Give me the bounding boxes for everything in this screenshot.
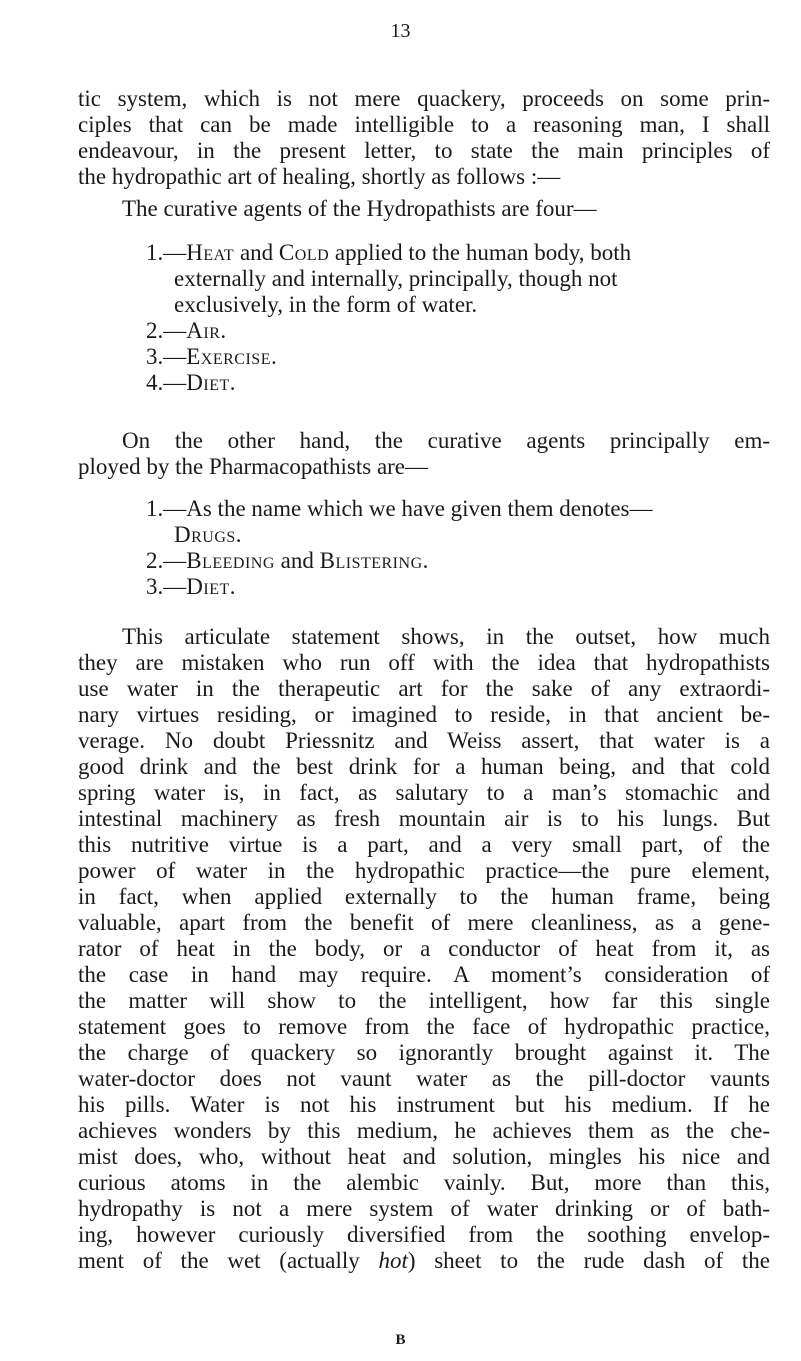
item-term: Diet. [186, 574, 236, 599]
text-line: verage. No doubt Priessnitz and Weiss assert, that water is a [78, 728, 770, 753]
item-number: 1.— [146, 240, 187, 265]
text-run: ment of the wet (actually [78, 1248, 379, 1273]
item-number: 4.— [146, 370, 187, 395]
list-item [146, 548, 770, 574]
item-term: Heat [186, 240, 235, 265]
text-line: intestinal machinery as fresh mountain air is to his lungs. But [78, 806, 770, 831]
text-line: On the other hand, the curative agents principally em- [122, 428, 770, 453]
item-text: As the name which we have given them denotes— [186, 496, 653, 521]
intro-paragraph [78, 86, 770, 190]
text-line: in fact, when applied externally to the human frame, being [78, 884, 770, 909]
page-number: 13 [390, 20, 411, 42]
item-number: 3.— [146, 574, 187, 599]
text-line: tic system, which is not mere quackery, proceeds on some prin- [78, 86, 770, 111]
list-item [146, 240, 770, 266]
text-line: they are mistaken who run off with the idea that hydropathists [78, 650, 770, 675]
text-line: water-doctor does not vaunt water as the pill-doctor vaunts [78, 1066, 770, 1091]
item-joiner: and [234, 240, 279, 265]
text-line: this nutritive virtue is a part, and a very small part, of the [78, 832, 770, 857]
text-line: valuable, apart from the benefit of mere cleanliness, as a gene- [78, 910, 770, 935]
text-line: statement goes to remove from the face of hydropathic practice, [78, 1014, 770, 1039]
text-line: ployed by the Pharmacopathists are— [78, 454, 429, 479]
pharma-heading [78, 428, 770, 480]
text-line: curious atoms in the alembic vainly. But, more than this, [78, 1170, 770, 1195]
item-term: Cold [278, 240, 330, 265]
text-run: ) sheet to the rude dash of the [407, 1248, 770, 1273]
text-line: nary virtues residing, or imagined to reside, in that ancient be- [78, 702, 770, 727]
text-line: ciples that can be made intelligible to a reasoning man, I shall [78, 112, 770, 137]
text-line: This articulate statement shows, in the outset, how much [122, 624, 770, 649]
text-line: achieves wonders by this medium, he achieves them as the che- [78, 1118, 770, 1143]
list-item [146, 370, 770, 396]
item-number: 2.— [146, 318, 187, 343]
emphasis: hot [378, 1248, 408, 1273]
list-item [146, 574, 770, 600]
item-text: applied to the human body, both [329, 240, 632, 265]
item-term: Exercise. [186, 344, 278, 369]
text-line: ing, however curiously diversified from the soothing envelop- [78, 1222, 770, 1247]
list-item [146, 318, 770, 344]
item-number: 3.— [146, 344, 187, 369]
item-number: 2.— [146, 548, 187, 573]
text-line: endeavour, in the present letter, to state the main principles of [78, 138, 770, 163]
item-joiner: and [274, 548, 320, 573]
hydro-list [146, 240, 770, 396]
text-line: spring water is, in fact, as salutary to a man’s stomachic and [78, 780, 770, 805]
text-line: rator of heat in the body, or a conductor of heat from it, as [78, 936, 770, 961]
text-line: use water in the therapeutic art for the sake of any extraordi- [78, 676, 770, 701]
text-line: power of water in the hydropathic practice—the pure element, [78, 858, 770, 883]
main-paragraph [78, 624, 770, 1274]
hydro-heading [122, 196, 722, 222]
text-line: hydropathy is not a mere system of water drinking or of bath- [78, 1196, 770, 1221]
text-line: exclusively, in the form of water. [174, 292, 478, 317]
text-line: the hydropathic art of healing, shortly as follows :— [78, 164, 561, 189]
item-term: Bleeding [186, 548, 275, 573]
text-line: good drink and the best drink for a human being, and that cold [78, 754, 770, 779]
list-item [146, 344, 770, 370]
item-term: Drugs. [174, 522, 243, 547]
text-line [78, 1248, 770, 1274]
list-item [146, 496, 770, 522]
text-line: The curative agents of the Hydropathists are four— [122, 196, 597, 221]
item-number: 1.— [146, 496, 187, 521]
item-term: Blistering. [319, 548, 429, 573]
text-line: the matter will show to the intelligent, how far this single [78, 988, 770, 1013]
item-term: Diet. [186, 370, 236, 395]
text-line: the charge of quackery so ignorantly brought against it. The [78, 1040, 770, 1065]
pharma-list [146, 496, 770, 600]
item-term: Air. [186, 318, 227, 343]
text-line: mist does, who, without heat and solution, mingles his nice and [78, 1144, 770, 1169]
text-line: the case in hand may require. A moment’s consideration of [78, 962, 770, 987]
signature-mark: B [395, 1332, 406, 1348]
text-line: his pills. Water is not his instrument but his medium. If he [78, 1092, 770, 1117]
text-line: externally and internally, principally, though not [174, 266, 618, 291]
